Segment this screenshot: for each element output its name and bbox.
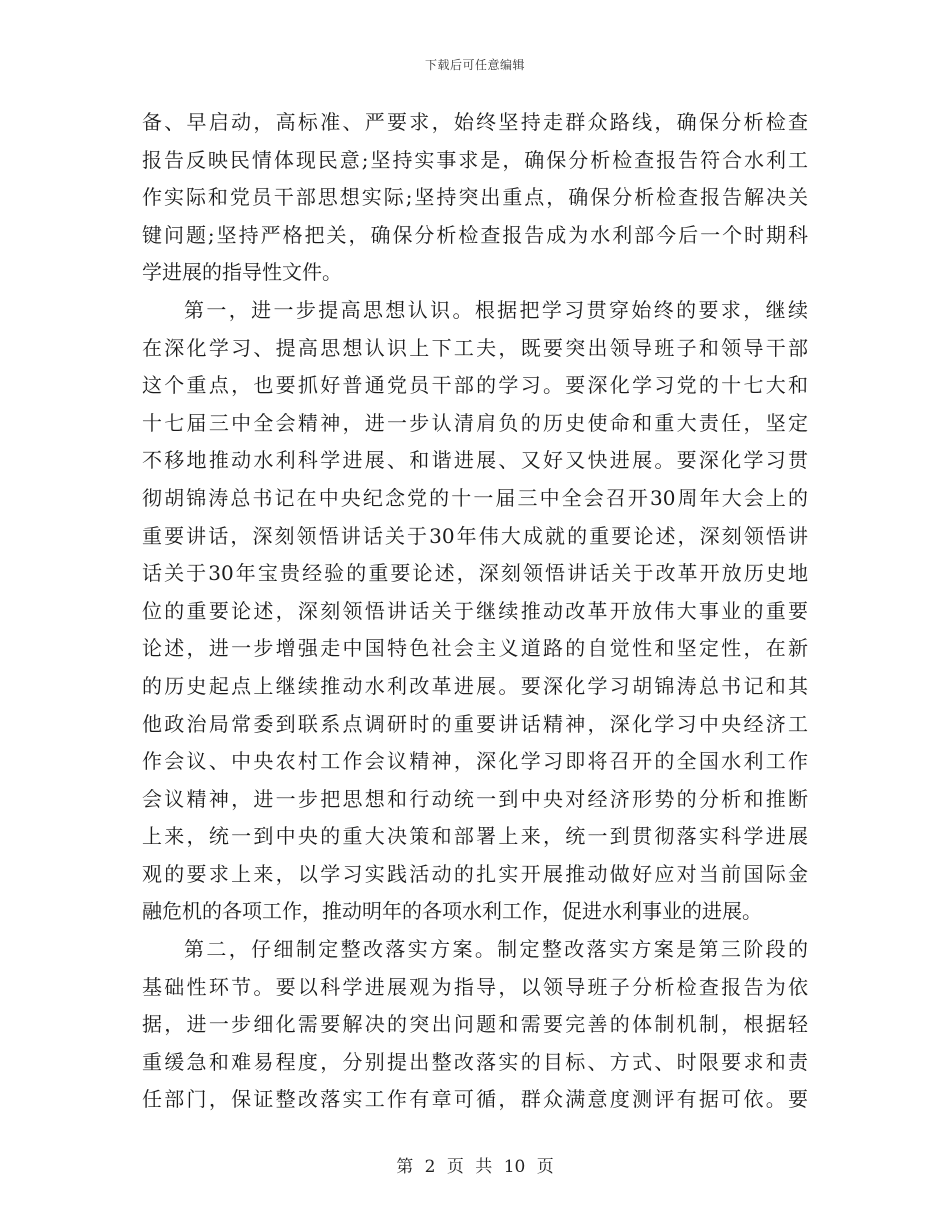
text-line: 十七届三中全会精神，进一步认清肩负的历史使命和重大责任，坚定 bbox=[142, 410, 808, 435]
text-line: 键问题;坚持严格把关，确保分析检查报告成为水利部今后一个时期科 bbox=[142, 222, 808, 247]
text-line: 学进展的指导性文件。 bbox=[142, 260, 342, 285]
text-line: 这个重点，也要抓好普通党员干部的学习。要深化学习党的十七大和 bbox=[142, 373, 808, 398]
text-line: 论述，进一步增强走中国特色社会主义道路的自觉性和坚定性，在新 bbox=[142, 636, 808, 661]
text-line: 作实际和党员干部思想实际;坚持突出重点，确保分析检查报告解决关 bbox=[142, 185, 808, 210]
text-line: 不移地推动水利科学进展、和谐进展、又好又快进展。要深化学习贯 bbox=[142, 448, 808, 473]
text-line: 的历史起点上继续推动水利改革进展。要深化学习胡锦涛总书记和其 bbox=[142, 673, 808, 698]
text-line: 重缓急和难易程度，分别提出整改落实的目标、方式、时限要求和责 bbox=[142, 1049, 808, 1074]
text-line: 报告反映民情体现民意;坚持实事求是，确保分析检查报告符合水利工 bbox=[142, 147, 808, 172]
text-line: 彻胡锦涛总书记在中央纪念党的十一届三中全会召开30周年大会上的 bbox=[142, 485, 808, 510]
text-line: 融危机的各项工作，推动明年的各项水利工作，促进水利事业的进展。 bbox=[142, 899, 762, 924]
text-line: 在深化学习、提高思想认识上下工夫，既要突出领导班子和领导干部 bbox=[142, 335, 808, 360]
text-line: 作会议、中央农村工作会议精神，深化学习即将召开的全国水利工作 bbox=[142, 749, 808, 774]
text-line: 会议精神，进一步把思想和行动统一到中央对经济形势的分析和推断 bbox=[142, 786, 808, 811]
text-line: 任部门，保证整改落实工作有章可循，群众满意度测评有据可依。要 bbox=[142, 1087, 808, 1112]
text-line: 上来，统一到中央的重大决策和部署上来，统一到贯彻落实科学进展 bbox=[142, 824, 808, 849]
page-header: 下载后可任意编辑 bbox=[424, 58, 525, 72]
document-body bbox=[142, 104, 808, 1119]
text-line: 重要讲话，深刻领悟讲话关于30年伟大成就的重要论述，深刻领悟讲 bbox=[142, 523, 808, 548]
text-line: 他政治局常委到联系点调研时的重要讲话精神，深化学习中央经济工 bbox=[142, 711, 808, 736]
text-line: 基础性环节。要以科学进展观为指导，以领导班子分析检查报告为依 bbox=[142, 974, 808, 999]
text-line: 备、早启动，高标准、严要求，始终坚持走群众路线，确保分析检查 bbox=[142, 110, 808, 134]
page-footer: 第 2 页 共 10 页 bbox=[396, 1157, 554, 1177]
text-line: 位的重要论述，深刻领悟讲话关于继续推动改革开放伟大事业的重要 bbox=[142, 598, 808, 623]
paragraph-first-line: 第二，仔细制定整改落实方案。制定整改落实方案是第三阶段的 bbox=[184, 937, 808, 962]
text-line: 观的要求上来，以学习实践活动的扎实开展推动做好应对当前国际金 bbox=[142, 861, 808, 886]
paragraph-first-line: 第一，进一步提高思想认识。根据把学习贯穿始终的要求，继续 bbox=[184, 297, 808, 322]
text-line: 话关于30年宝贵经验的重要论述，深刻领悟讲话关于改革开放历史地 bbox=[142, 561, 808, 586]
text-line: 据，进一步细化需要解决的突出问题和需要完善的体制机制，根据轻 bbox=[142, 1012, 808, 1037]
